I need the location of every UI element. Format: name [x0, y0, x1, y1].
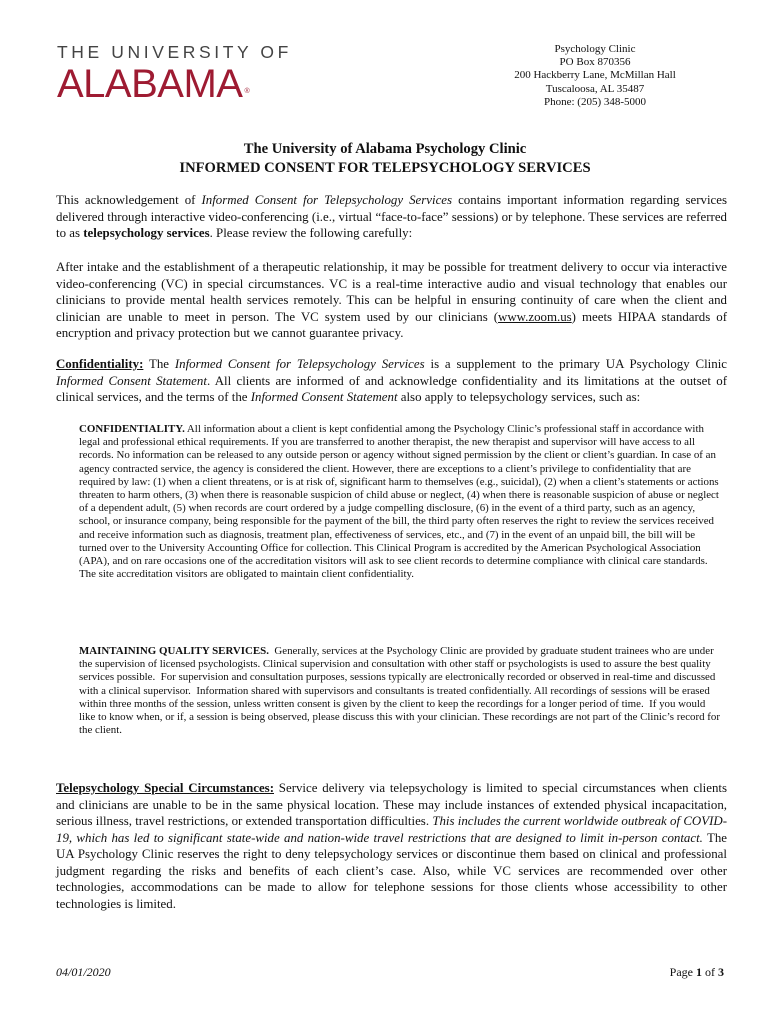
- text: ) meets HIPAA standards of encryption and privacy protection but we cannot guarantee privacy.: [56, 309, 727, 340]
- text: Service delivery via telepsychology is limited to special circumstances when clients and clinicians are unable to be in the same physical location. These may include instances of extended physical incapacitation, serious illness, travel restrictions, or extended transportation difficulties.: [56, 781, 727, 828]
- section-heading: Confidentiality:: [56, 357, 144, 371]
- page-number: [670, 965, 724, 980]
- text: of: [702, 965, 718, 979]
- title-line-1: The University of Alabama Psychology Clinic: [243, 141, 527, 157]
- confidentiality-excerpt: [79, 423, 722, 581]
- zoom-link[interactable]: www.zoom.us: [498, 309, 572, 324]
- address-line: 200 Hackberry Lane, McMillan Hall: [514, 69, 676, 82]
- emphasis: Informed Consent for Telepsychology Services: [201, 193, 453, 207]
- intro-paragraph: [56, 192, 727, 242]
- text: Page: [669, 965, 696, 979]
- registered-mark: ®: [244, 88, 250, 95]
- text: . Please review the following carefully:: [209, 226, 413, 240]
- university-logo: [57, 42, 297, 105]
- bold-term: telepsychology services: [83, 226, 210, 240]
- title-line-2: INFORMED CONSENT FOR TELEPSYCHOLOGY SERVICES: [179, 160, 591, 176]
- clinic-address: [460, 43, 730, 109]
- address-line: PO Box 870356: [559, 56, 631, 69]
- text: The UA Psychology Clinic reserves the right to deny telepsychology services or discontinue them based on clinical and professional judgment regarding the risks and benefits of each client’s case. Also, while VC services are recommended over other technologies, accommodations can be made to allow for telephone sessions for those clients whose accessibility to other technologies is limited.: [56, 830, 727, 911]
- address-line: Tuscaloosa, AL 35487: [545, 82, 645, 95]
- address-line: Phone: (205) 348-5000: [543, 95, 647, 108]
- address-line: Psychology Clinic: [554, 43, 636, 55]
- special-circumstances-paragraph: [56, 780, 727, 912]
- section-heading: Telepsychology Special Circumstances:: [56, 781, 274, 795]
- emphasis: This includes the current worldwide outbreak of COVID-19, which has led to significant state-wide and nation-wide travel restrictions that are designed to limit in-person contact.: [56, 814, 727, 845]
- logo-university-of: THE UNIVERSITY OF: [57, 42, 292, 62]
- current-page: 1: [696, 965, 702, 979]
- excerpt-heading: CONFIDENTIALITY.: [79, 423, 185, 435]
- excerpt-heading: MAINTAINING QUALITY SERVICES.: [79, 645, 269, 657]
- emphasis: Informed Consent Statement: [250, 390, 398, 404]
- text: contains important information regarding services delivered through interactive video-conferencing (i.e., virtual “face-to-face” sessions) or by telephone. These services are referred to as: [56, 193, 727, 240]
- text: is a supplement to the primary UA Psychology Clinic: [424, 357, 727, 371]
- text: All information about a client is kept confidential among the Psychology Clinic’s professional staff in accordance with legal and professional ethical requirements. If you are transferred to another therapist, the new therapist and supervisor will have access to all records. No information can be released to any outside person or agency without signed permission by the client or client’s guardian. In case of an agency contracted service, the agency is considered the client. However, there are exceptions to a client’s privilege to confidentiality that are required by law: (1) when a client threatens, or is at risk of, significant harm to themselves (e.g., suicidal), (2) when a client’s statements or actions threaten to harm others, (3) when there is reasonable suspicion of child abuse or neglect, (4) when there is reasonable suspicion of abuse or neglect of a dependent adult, (5) when records are court ordered by a judge compelling disclosure, (6) in the event of a third party, such as an agency, school, or insurance company, being responsible for the payment of the bill, the third party often reserves the right to review the services received and receive information such as diagnosis, treatment plan, effectiveness of services, etc., and (7) in the event of an unpaid bill, the bill will be turned over to the University Accounting Office for collection. This Clinical Program is accredited by the American Psychological Association (APA), and on rare occasions one of the accreditation visitors will ask to see client records to determine compliance with clinical care standards. The site accreditation visitors are obligated to maintain client confidentiality.: [79, 423, 719, 581]
- logo-alabama: [57, 63, 297, 105]
- text: . All clients are informed of and acknowledge confidentiality and its limitations at the outset of clinical services, and the terms of the: [56, 373, 727, 404]
- document-title: [40, 140, 730, 178]
- text: After intake and the establishment of a therapeutic relationship, it may be possible for treatment delivery to occur via interactive video-conferencing (VC) in special circumstances. VC is a real-time interactive audio and visual technology that enables our clinicians to provide mental health services remotely. This can be helpful in ensuring continuity of care when the client and clinician are unable to meet in person. The VC system used by our clinicians (: [56, 260, 727, 324]
- quality-services-excerpt: [79, 645, 722, 737]
- text: Generally, services at the Psychology Clinic are provided by graduate student trainees who are under the supervision of licensed psychologists. Clinical supervision and consultation with other staff or psychologists is used to assure the best quality services possible. For supervision and consultation purposes, sessions typically are electronically recorded or observed in real-time and discussed with a clinical supervisor. Information shared with supervisors and consultants is treated confidentially. All recordings of sessions will be erased within three months of the session, unless written consent is given by the client to keep the recordings for a longer period of time. If you would like to know when, or if, a session is being observed, please discuss this with your clinician. These recordings are not part of the Clinic’s record for the client.: [79, 645, 723, 737]
- emphasis: Informed Consent for Telepsychology Services: [174, 357, 425, 371]
- footer-date: 04/01/2020: [56, 965, 111, 979]
- confidentiality-paragraph: [56, 356, 727, 406]
- total-pages: 3: [718, 965, 724, 979]
- logo-alabama-text: ALABAMA: [57, 62, 243, 106]
- emphasis: Informed Consent Statement: [56, 373, 207, 388]
- vc-paragraph: [56, 259, 727, 342]
- text: This acknowledgement of: [56, 193, 202, 207]
- text: also apply to telepsychology services, such as:: [397, 390, 641, 404]
- text: The: [143, 357, 175, 371]
